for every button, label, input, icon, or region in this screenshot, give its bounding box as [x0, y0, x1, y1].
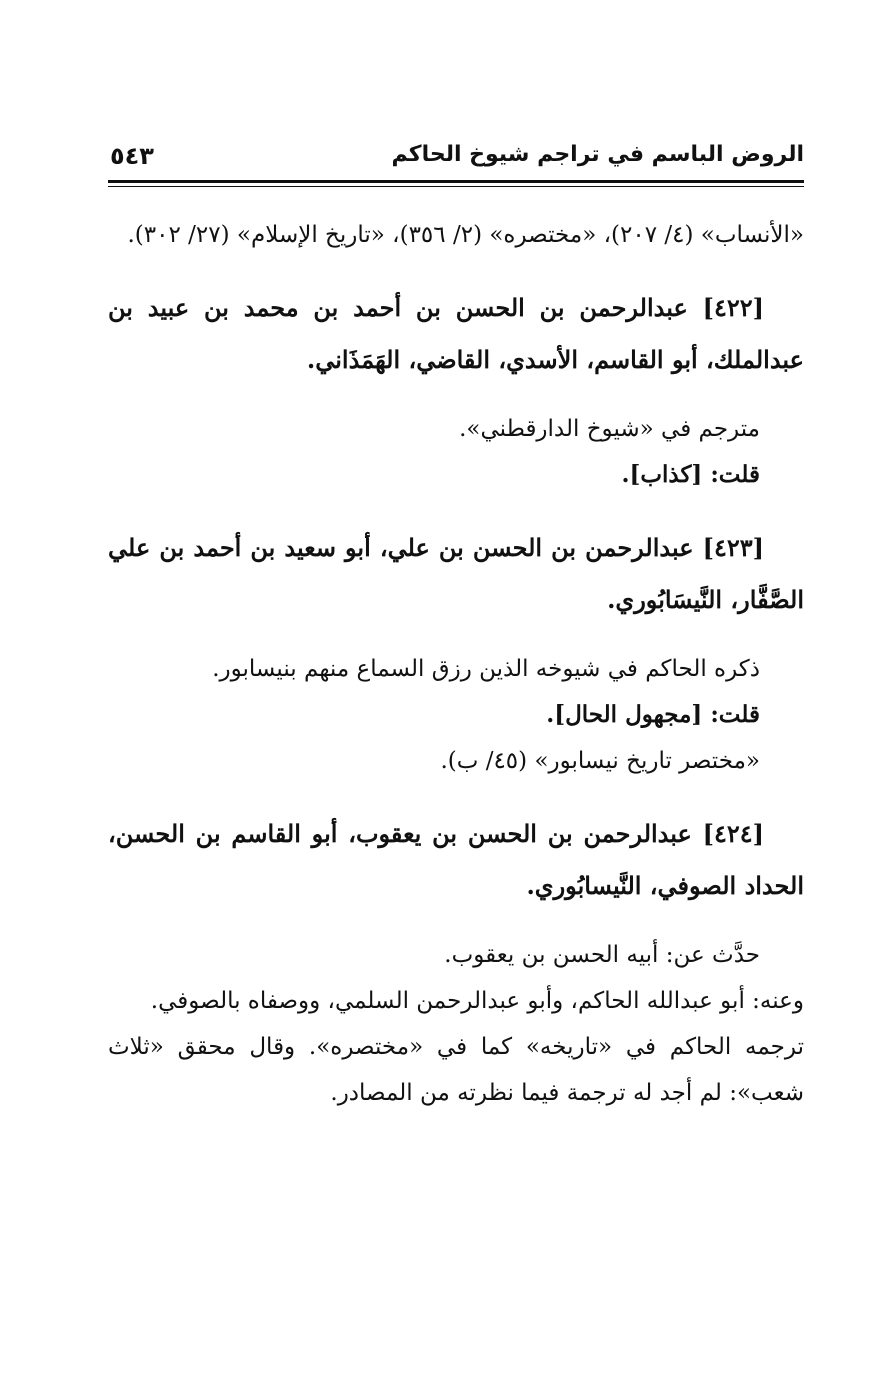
- header-rule-thick: [108, 180, 804, 183]
- entry-422-line-1: مترجم في «شيوخ الدارقطني».: [459, 416, 760, 442]
- header-rule-thin: [108, 186, 804, 187]
- entry-424-line-2: وعنه: أبو عبدالله الحاكم، وأبو عبدالرحمن السلمي، ووصفاه بالصوفي.: [150, 988, 804, 1014]
- entry-423-line-3: «مختصر تاريخ نيسابور» (٤٥/ ب).: [440, 748, 760, 774]
- entry-424-heading: [٤٢٤] عبدالرحمن بن الحسن بن يعقوب، أبو القاسم بن الحسن، الحداد الصوفي، النَّيسابُوري.: [108, 819, 804, 900]
- entry-423-heading: [٤٢٣] عبدالرحمن بن الحسن بن علي، أبو سعيد بن أحمد بن علي الصَّفَّار، النَّيسَابُوري.: [108, 533, 804, 614]
- page-body: [108, 212, 804, 1116]
- book-title: الروض الباسم في تراجم شيوخ الحاكم: [391, 142, 804, 167]
- entry-424-line-3: ترجمه الحاكم في «تاريخه» كما في «مختصره». وقال محقق «ثلاث شعب»: لم أجد له ترجمة فيما نظرته من المصادر.: [108, 1034, 804, 1106]
- entry-423-line-2: قلت: [مجهول الحال].: [546, 701, 760, 728]
- intro-citation: «الأنساب» (٤/ ٢٠٧)، «مختصره» (٢/ ٣٥٦)، «تاريخ الإسلام» (٢٧/ ٣٠٢).: [127, 222, 804, 248]
- entry-422-line-2: قلت: [كذاب].: [621, 461, 760, 488]
- running-header: [108, 136, 804, 186]
- page-number: ٥٤٣: [110, 142, 154, 170]
- entry-422-heading: [٤٢٢] عبدالرحمن بن الحسن بن أحمد بن محمد بن عبيد بن عبدالملك، أبو القاسم، الأسدي، القاضي، الهَمَذَاني.: [108, 293, 804, 374]
- entry-423-line-1: ذكره الحاكم في شيوخه الذين رزق السماع منهم بنيسابور.: [212, 656, 760, 682]
- entry-424-line-1: حدَّث عن: أبيه الحسن بن يعقوب.: [444, 942, 760, 968]
